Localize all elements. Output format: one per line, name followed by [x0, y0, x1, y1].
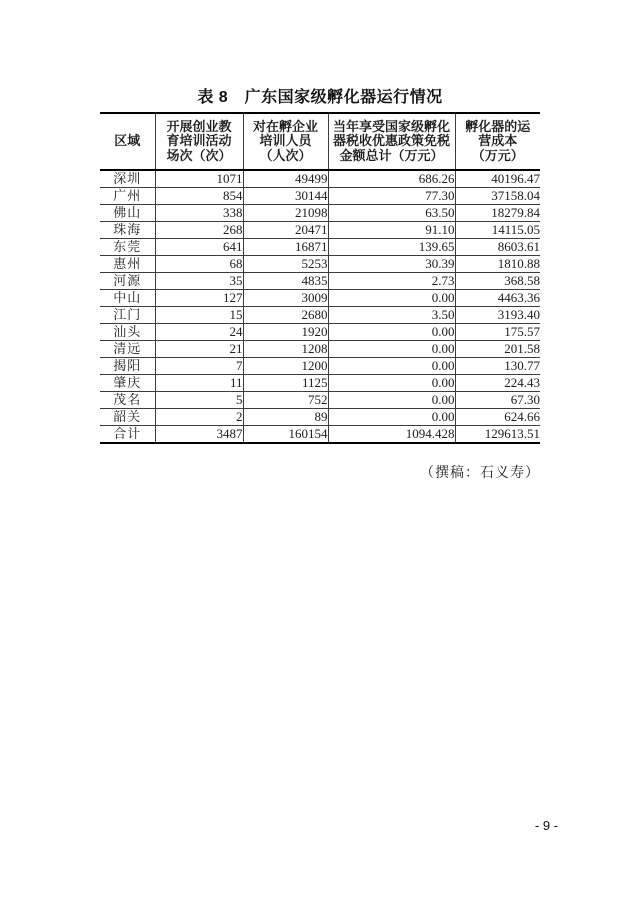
table-row	[100, 239, 540, 256]
value-cell: 127	[155, 290, 243, 307]
value-cell: 37158.04	[455, 188, 540, 205]
value-cell: 130.77	[455, 358, 540, 375]
value-cell: 35	[155, 273, 243, 290]
value-cell: 4835	[243, 273, 328, 290]
value-cell: 201.58	[455, 341, 540, 358]
value-cell: 14115.05	[455, 222, 540, 239]
region-cell: 珠海	[100, 222, 155, 239]
region-cell: 清远	[100, 341, 155, 358]
value-cell: 67.30	[455, 392, 540, 409]
region-cell: 江门	[100, 307, 155, 324]
value-cell: 77.30	[328, 188, 455, 205]
table-row	[100, 222, 540, 239]
header-line: 场次（次）	[166, 147, 232, 163]
value-cell: 40196.47	[455, 170, 540, 188]
value-cell: 268	[155, 222, 243, 239]
region-cell: 汕头	[100, 324, 155, 341]
value-cell: 20471	[243, 222, 328, 239]
page-number: - 9 -	[534, 818, 558, 833]
value-cell: 91.10	[328, 222, 455, 239]
table-row	[100, 392, 540, 409]
value-cell: 0.00	[328, 324, 455, 341]
value-cell: 3.50	[328, 307, 455, 324]
region-cell: 中山	[100, 290, 155, 307]
table-row	[100, 375, 540, 392]
value-cell: 641	[155, 239, 243, 256]
col-header-region	[100, 113, 155, 170]
value-cell: 686.26	[328, 170, 455, 188]
table-row	[100, 273, 540, 290]
value-cell: 1208	[243, 341, 328, 358]
value-cell: 7	[155, 358, 243, 375]
region-cell: 合计	[100, 426, 155, 444]
region-cell: 肇庆	[100, 375, 155, 392]
value-cell: 89	[243, 409, 328, 426]
table-row	[100, 324, 540, 341]
value-cell: 338	[155, 205, 243, 222]
value-cell: 175.57	[455, 324, 540, 341]
value-cell: 1071	[155, 170, 243, 188]
value-cell: 15	[155, 307, 243, 324]
region-cell: 茂名	[100, 392, 155, 409]
value-cell: 5	[155, 392, 243, 409]
table-row	[100, 409, 540, 426]
header-line: （万元）	[471, 147, 524, 163]
table-row	[100, 256, 540, 273]
value-cell: 0.00	[328, 290, 455, 307]
header-line: 区域	[114, 133, 141, 149]
region-cell: 广州	[100, 188, 155, 205]
value-cell: 24	[155, 324, 243, 341]
col-header-trainees	[243, 113, 328, 170]
region-cell: 韶关	[100, 409, 155, 426]
table-row	[100, 205, 540, 222]
value-cell: 1810.88	[455, 256, 540, 273]
value-cell: 0.00	[328, 392, 455, 409]
value-cell: 21098	[243, 205, 328, 222]
header-line: 营成本	[478, 133, 518, 149]
region-cell: 深圳	[100, 170, 155, 188]
value-cell: 11	[155, 375, 243, 392]
header-line: 对在孵企业	[252, 118, 318, 134]
value-cell: 5253	[243, 256, 328, 273]
value-cell: 752	[243, 392, 328, 409]
value-cell: 1094.428	[328, 426, 455, 444]
header-line: （人次）	[259, 147, 312, 163]
header-line: 当年享受国家级孵化	[332, 118, 450, 134]
region-cell: 揭阳	[100, 358, 155, 375]
value-cell: 8603.61	[455, 239, 540, 256]
value-cell: 49499	[243, 170, 328, 188]
table-body	[100, 170, 540, 443]
header-line: 孵化器的运	[465, 118, 531, 134]
value-cell: 224.43	[455, 375, 540, 392]
col-header-training-sessions	[155, 113, 243, 170]
table-row	[100, 188, 540, 205]
value-cell: 68	[155, 256, 243, 273]
table-row	[100, 341, 540, 358]
region-cell: 惠州	[100, 256, 155, 273]
header-row	[100, 113, 540, 170]
value-cell: 63.50	[328, 205, 455, 222]
value-cell: 21	[155, 341, 243, 358]
value-cell: 3487	[155, 426, 243, 444]
table-row	[100, 358, 540, 375]
region-cell: 佛山	[100, 205, 155, 222]
value-cell: 1125	[243, 375, 328, 392]
value-cell: 854	[155, 188, 243, 205]
region-cell: 河源	[100, 273, 155, 290]
value-cell: 0.00	[328, 341, 455, 358]
value-cell: 4463.36	[455, 290, 540, 307]
table-row	[100, 170, 540, 188]
value-cell: 1920	[243, 324, 328, 341]
value-cell: 2680	[243, 307, 328, 324]
attribution-note: （撰稿：石义寿）	[420, 466, 540, 481]
value-cell: 30144	[243, 188, 328, 205]
col-header-tax-exemption	[328, 113, 455, 170]
region-cell: 东莞	[100, 239, 155, 256]
value-cell: 30.39	[328, 256, 455, 273]
value-cell: 129613.51	[455, 426, 540, 444]
header-line: 育培训活动	[166, 133, 232, 149]
table-title: 表 8 广东国家级孵化器运行情况	[197, 89, 443, 106]
value-cell: 2.73	[328, 273, 455, 290]
value-cell: 2	[155, 409, 243, 426]
value-cell: 368.58	[455, 273, 540, 290]
value-cell: 160154	[243, 426, 328, 444]
value-cell: 624.66	[455, 409, 540, 426]
value-cell: 0.00	[328, 409, 455, 426]
value-cell: 0.00	[328, 375, 455, 392]
incubator-operations-table	[100, 112, 540, 444]
value-cell: 16871	[243, 239, 328, 256]
col-header-operating-cost	[455, 113, 540, 170]
header-line: 器税收优惠政策免税	[332, 133, 450, 149]
value-cell: 139.65	[328, 239, 455, 256]
header-line: 培训人员	[259, 133, 312, 149]
value-cell: 3193.40	[455, 307, 540, 324]
value-cell: 0.00	[328, 358, 455, 375]
value-cell: 18279.84	[455, 205, 540, 222]
table-row	[100, 426, 540, 444]
value-cell: 1200	[243, 358, 328, 375]
header-line: 开展创业教	[166, 118, 232, 134]
table-row	[100, 290, 540, 307]
table-row	[100, 307, 540, 324]
header-line: 金额总计（万元）	[339, 147, 444, 163]
table-header	[100, 113, 540, 170]
value-cell: 3009	[243, 290, 328, 307]
